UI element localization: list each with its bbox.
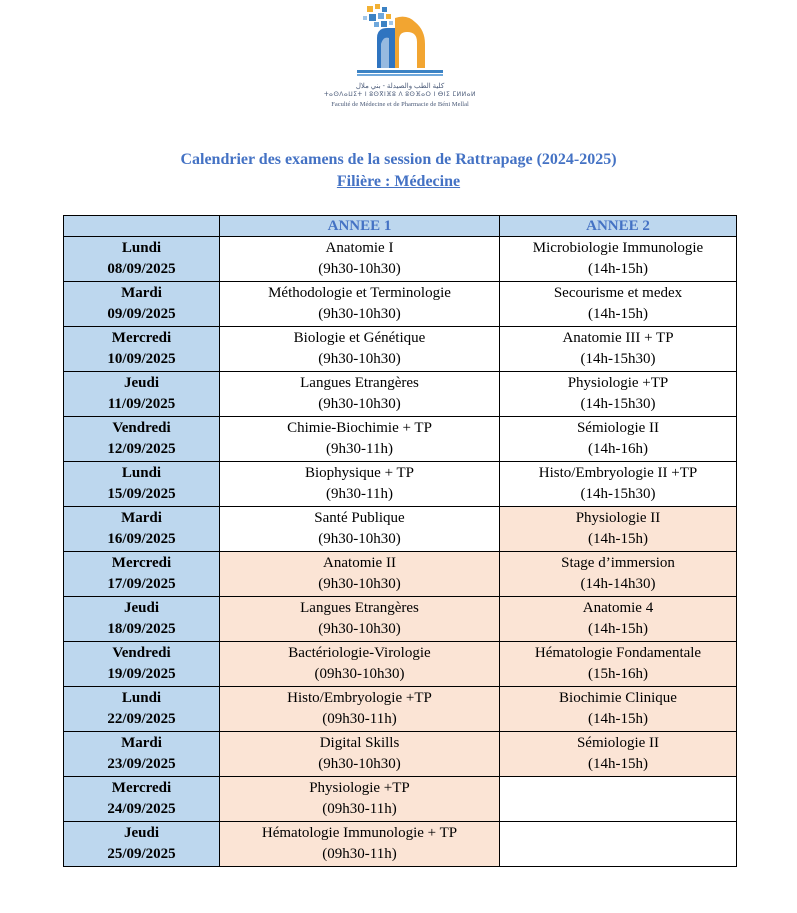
- day-cell: [64, 327, 220, 372]
- exam-subject: Histo/Embryologie II +TP: [538, 465, 698, 481]
- exam-date: 16/09/2025: [107, 531, 176, 547]
- logo-caption: [300, 82, 500, 109]
- table-row: [64, 642, 737, 687]
- exam-date: 18/09/2025: [107, 621, 176, 637]
- table-row: [64, 597, 737, 642]
- annee-1-cell: [220, 597, 500, 642]
- day-cell: [64, 552, 220, 597]
- header-day-cell: [64, 216, 220, 237]
- exam-time: (09h30-11h): [322, 801, 397, 817]
- day-name: Mercredi: [111, 330, 172, 346]
- day-name: Mardi: [121, 510, 162, 526]
- day-name: Mardi: [121, 735, 162, 751]
- annee-1-cell: [220, 687, 500, 732]
- header-annee-2: ANNEE 2: [500, 216, 737, 237]
- exam-subject: Anatomie I: [325, 240, 394, 256]
- exam-subject: Physiologie II: [575, 510, 661, 526]
- day-name: Lundi: [121, 690, 162, 706]
- logo-french-text: Faculté de Médecine et de Pharmacie de Béni Mellal: [331, 101, 469, 108]
- table-row: [64, 507, 737, 552]
- header-annee-1: ANNEE 1: [220, 216, 500, 237]
- exam-subject: Sémiologie II: [576, 420, 660, 436]
- exam-time: (9h30-10h30): [318, 306, 401, 322]
- day-name: Mercredi: [111, 555, 172, 571]
- day-cell: [64, 687, 220, 732]
- exam-subject: Anatomie II: [323, 555, 396, 571]
- annee-1-cell: [220, 507, 500, 552]
- day-cell: [64, 642, 220, 687]
- table-row: [64, 417, 737, 462]
- exam-time: (14h-16h): [588, 441, 648, 457]
- table-row: [64, 282, 737, 327]
- exam-subject: Physiologie +TP: [567, 375, 669, 391]
- exam-schedule-table: [63, 215, 737, 867]
- annee-2-cell: [500, 777, 737, 822]
- day-name: Lundi: [121, 240, 162, 256]
- exam-time: (9h30-11h): [326, 441, 393, 457]
- annee-1-cell: [220, 237, 500, 282]
- exam-subject: Microbiologie Immunologie: [532, 240, 704, 256]
- table-row: [64, 552, 737, 597]
- annee-1-cell: [220, 822, 500, 867]
- exam-subject: Biochimie Clinique: [559, 690, 677, 706]
- annee-2-cell: [500, 507, 737, 552]
- exam-date: 19/09/2025: [107, 666, 176, 682]
- page-subtitle: [0, 172, 797, 192]
- exam-date: 09/09/2025: [107, 306, 176, 322]
- exam-time: (9h30-11h): [326, 486, 393, 502]
- day-cell: [64, 732, 220, 777]
- subtitle-text: Filière : Médecine: [336, 173, 461, 190]
- exam-date: 08/09/2025: [107, 261, 176, 277]
- day-cell: [64, 822, 220, 867]
- exam-time: (14h-15h): [588, 531, 648, 547]
- exam-date: 12/09/2025: [107, 441, 176, 457]
- exam-subject: Stage d’immersion: [561, 555, 675, 571]
- day-name: Jeudi: [123, 375, 159, 391]
- exam-time: (09h30-11h): [322, 711, 397, 727]
- annee-2-cell: [500, 417, 737, 462]
- exam-subject: Chimie-Biochimie + TP: [287, 420, 432, 436]
- exam-subject: Physiologie +TP: [309, 780, 410, 796]
- day-cell: [64, 777, 220, 822]
- exam-subject: Santé Publique: [314, 510, 405, 526]
- annee-1-cell: [220, 552, 500, 597]
- day-name: Jeudi: [123, 600, 159, 616]
- table-row: [64, 327, 737, 372]
- exam-time: (14h-15h): [588, 306, 648, 322]
- exam-date: 10/09/2025: [107, 351, 176, 367]
- exam-time: (9h30-10h30): [318, 261, 401, 277]
- exam-subject: Anatomie 4: [582, 600, 654, 616]
- exam-time: (14h-15h30): [580, 486, 656, 502]
- annee-2-cell: [500, 822, 737, 867]
- logo-tifinagh-text: ⵜⴰⵙⴷⴰⵡⵉⵜ ⵏ ⵓⵙⴳⵏⴼⵓ ⴷ ⵓⵙⴼⴰⵔ ⵏ ⴱⵏⵉ ⵎⵍⵍⴰⵍ: [323, 92, 477, 98]
- day-cell: [64, 597, 220, 642]
- annee-2-cell: [500, 327, 737, 372]
- annee-2-cell: [500, 237, 737, 282]
- annee-1-cell: [220, 642, 500, 687]
- exam-subject: Biophysique + TP: [304, 465, 415, 481]
- day-cell: [64, 462, 220, 507]
- exam-time: (9h30-10h30): [318, 351, 401, 367]
- exam-time: (9h30-10h30): [318, 756, 401, 772]
- annee-1-cell: [220, 327, 500, 372]
- exam-time: (14h-15h30): [580, 396, 656, 412]
- exam-subject: Histo/Embryologie +TP: [287, 690, 432, 706]
- annee-2-cell: [500, 687, 737, 732]
- day-name: Vendredi: [112, 645, 171, 661]
- exam-time: (9h30-10h30): [318, 621, 401, 637]
- exam-subject: Bactériologie-Virologie: [288, 645, 431, 661]
- faculty-logo: [355, 4, 445, 80]
- exam-date: 24/09/2025: [107, 801, 176, 817]
- exam-subject: Méthodologie et Terminologie: [268, 285, 451, 301]
- exam-subject: Biologie et Génétique: [293, 330, 426, 346]
- table-row: [64, 822, 737, 867]
- table-row: [64, 372, 737, 417]
- day-name: Mercredi: [111, 780, 172, 796]
- exam-date: 11/09/2025: [107, 396, 176, 412]
- exam-time: (09h30-10h30): [314, 666, 405, 682]
- day-name: Mardi: [121, 285, 162, 301]
- logo-arabic-text: كلية الطب والصيدلة - بني ملال: [355, 83, 445, 90]
- exam-time: (09h30-11h): [322, 846, 397, 862]
- day-cell: [64, 417, 220, 462]
- page-title: Calendrier des examens de la session de Rattrapage (2024-2025): [180, 151, 617, 168]
- annee-1-cell: [220, 417, 500, 462]
- exam-time: (14h-15h): [588, 261, 648, 277]
- exam-time: (14h-15h): [588, 711, 648, 727]
- annee-1-cell: [220, 372, 500, 417]
- exam-subject: Digital Skills: [319, 735, 400, 751]
- annee-2-cell: [500, 597, 737, 642]
- annee-2-cell: [500, 282, 737, 327]
- annee-2-cell: [500, 372, 737, 417]
- day-cell: [64, 237, 220, 282]
- day-cell: [64, 282, 220, 327]
- annee-2-cell: [500, 642, 737, 687]
- exam-date: 17/09/2025: [107, 576, 176, 592]
- table-row: [64, 687, 737, 732]
- annee-1-cell: [220, 282, 500, 327]
- exam-time: (14h-14h30): [580, 576, 656, 592]
- exam-time: (14h-15h): [588, 621, 648, 637]
- exam-date: 23/09/2025: [107, 756, 176, 772]
- exam-time: (9h30-10h30): [318, 531, 401, 547]
- table-row: [64, 777, 737, 822]
- exam-subject: Secourisme et medex: [553, 285, 683, 301]
- day-name: Vendredi: [112, 420, 171, 436]
- annee-2-cell: [500, 732, 737, 777]
- exam-time: (15h-16h): [588, 666, 648, 682]
- exam-time: (14h-15h30): [580, 351, 656, 367]
- day-name: Jeudi: [123, 825, 159, 841]
- day-cell: [64, 507, 220, 552]
- annee-2-cell: [500, 552, 737, 597]
- exam-date: 25/09/2025: [107, 846, 176, 862]
- table-row: [64, 732, 737, 777]
- exam-subject: Langues Etrangères: [300, 600, 419, 616]
- annee-1-cell: [220, 462, 500, 507]
- exam-subject: Hématologie Fondamentale: [534, 645, 702, 661]
- exam-subject: Langues Etrangères: [300, 375, 419, 391]
- table-row: [64, 237, 737, 282]
- exam-date: 22/09/2025: [107, 711, 176, 727]
- annee-1-cell: [220, 777, 500, 822]
- table-header-row: [64, 216, 737, 237]
- annee-1-cell: [220, 732, 500, 777]
- exam-date: 15/09/2025: [107, 486, 176, 502]
- table-row: [64, 462, 737, 507]
- annee-2-cell: [500, 462, 737, 507]
- exam-subject: Anatomie III + TP: [562, 330, 674, 346]
- exam-subject: Sémiologie II: [576, 735, 660, 751]
- exam-time: (14h-15h): [588, 756, 648, 772]
- exam-subject: Hématologie Immunologie + TP: [261, 825, 458, 841]
- exam-time: (9h30-10h30): [318, 396, 401, 412]
- day-cell: [64, 372, 220, 417]
- exam-time: (9h30-10h30): [318, 576, 401, 592]
- day-name: Lundi: [121, 465, 162, 481]
